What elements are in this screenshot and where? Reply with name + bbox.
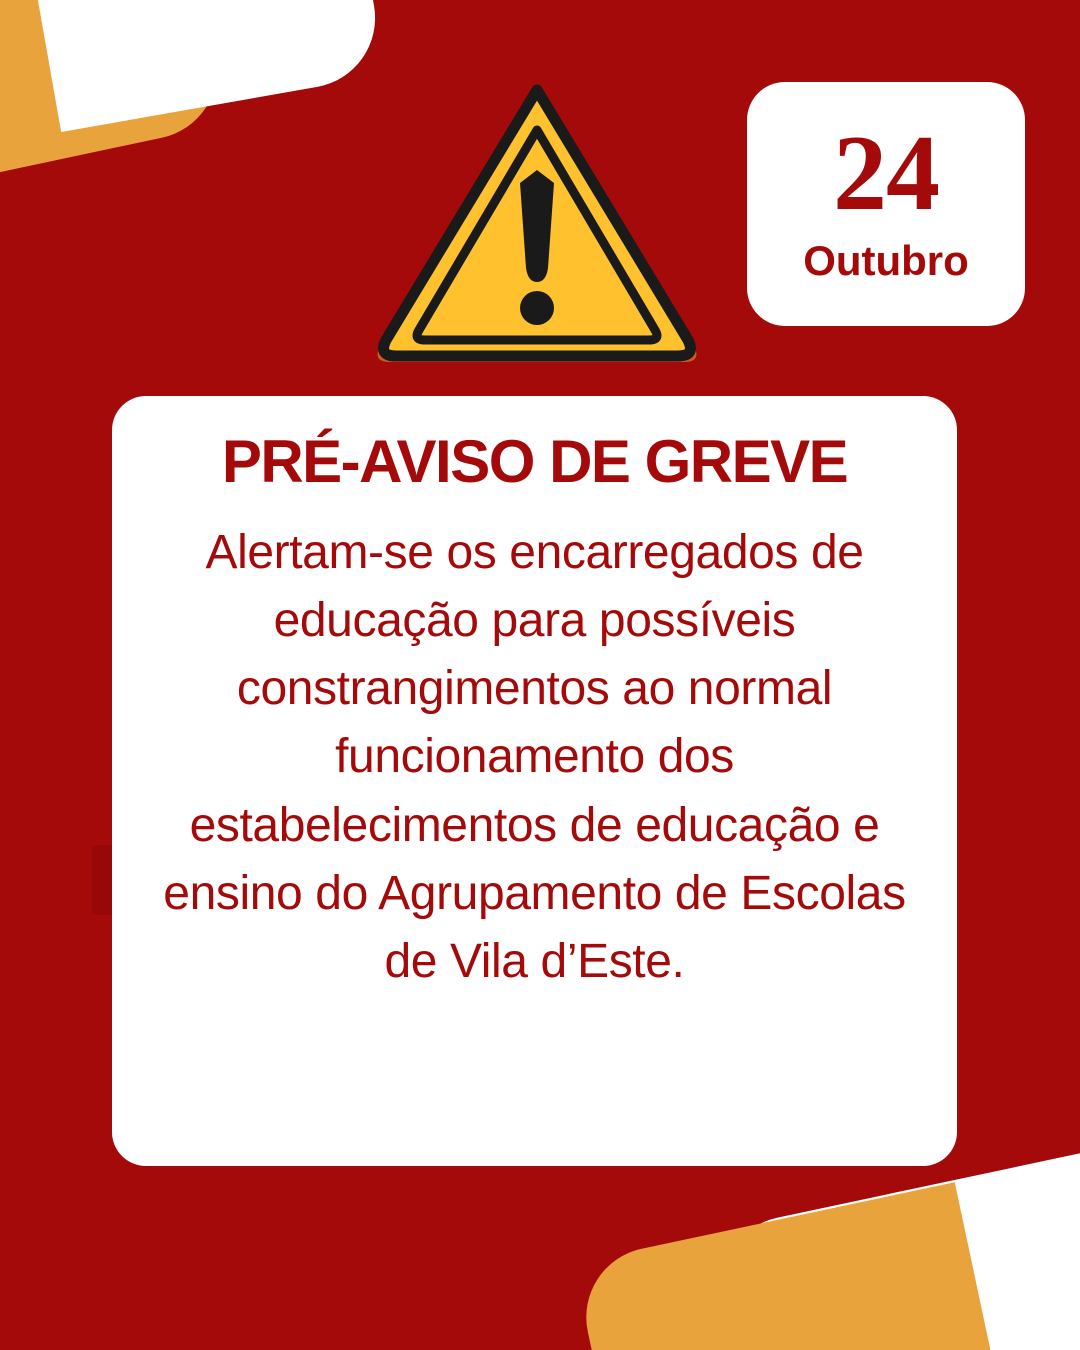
notice-card: [112, 396, 957, 1166]
date-day: 24: [833, 113, 939, 233]
date-badge: [747, 82, 1025, 326]
notice-body-text: Alertam-se os encarregados de educação para possíveis constrangimentos ao normal funcionamento dos estabelecimentos de educação e ensino do Agrupamento de Escolas de Vila d’Este.: [163, 526, 906, 988]
date-month: Outubro: [803, 237, 969, 285]
warning-triangle-icon: [372, 78, 702, 368]
decor-top-left-white-shape: [24, 0, 386, 132]
decor-left-accent-bar: [92, 845, 114, 915]
page-title: PRÉ-AVISO DE GREVE: [221, 428, 848, 495]
decor-bottom-right-orange-shape: [573, 1182, 1006, 1350]
